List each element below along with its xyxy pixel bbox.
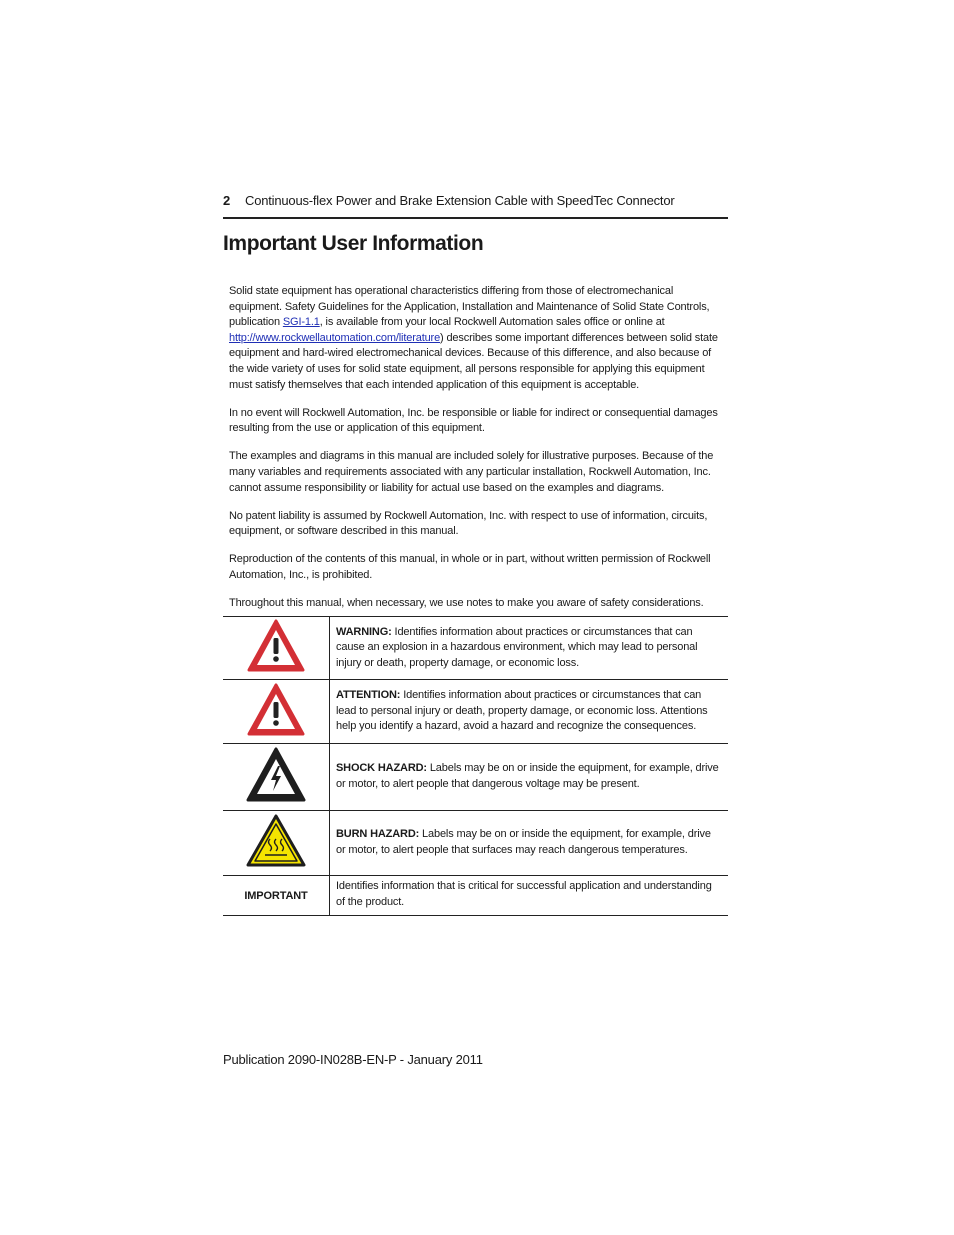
paragraph-text: Solid state equipment has operational characteristics differing from those of electromechanical equipment. Safety Guidelines for the Application, Installation and Maintenance of Solid State Controls, publication xyxy=(229,285,710,329)
icon-cell xyxy=(223,617,330,680)
burn-hazard-icon xyxy=(246,813,306,867)
note-text xyxy=(330,617,729,680)
important-label: IMPORTANT xyxy=(223,876,330,916)
note-row-important xyxy=(223,876,728,916)
warning-icon xyxy=(247,618,305,672)
shock-hazard-icon xyxy=(246,746,306,802)
note-body: Identifies information about practices or circumstances that can cause an explosion in a hazardous environment, which may lead to personal injury or death, property damage, or economic loss. xyxy=(336,625,698,669)
note-label: WARNING: xyxy=(336,625,392,638)
note-label: BURN HAZARD: xyxy=(336,828,420,841)
page-title: Important User Information xyxy=(223,232,484,255)
icon-cell xyxy=(223,811,330,876)
safety-notes-table xyxy=(223,616,728,916)
paragraph-text: ) describes some important differences between solid state equipment and hard-wired electromechanical devices. Because of this difference, and also because of the wide variety of uses for solid state equipment, all persons responsible for applying this equipment must satisfy themselves that each intended application of this equipment is acceptable. xyxy=(229,331,718,391)
paragraph-solid-state xyxy=(229,284,721,393)
sgi-link[interactable]: SGI-1.1 xyxy=(282,316,320,329)
important-text: Identifies information that is critical for successful application and understanding of the product. xyxy=(330,876,729,916)
running-title: Continuous-flex Power and Brake Extension Cable with SpeedTec Connector xyxy=(245,193,675,208)
note-row-shock-hazard xyxy=(223,744,728,811)
paragraph-patent: No patent liability is assumed by Rockwell Automation, Inc. with respect to use of information, circuits, equipment, or software described in this manual. xyxy=(229,509,708,538)
note-body: Labels may be on or inside the equipment, for example, drive or motor, to alert people that surfaces may reach dangerous temperatures. xyxy=(336,828,711,856)
note-row-burn-hazard xyxy=(223,811,728,876)
paragraph-reproduction: Reproduction of the contents of this manual, in whole or in part, without written permission of Rockwell Automation, Inc., is prohibited. xyxy=(229,553,711,581)
literature-link[interactable]: http://www.rockwellautomation.com/literature xyxy=(229,331,441,344)
note-body: Labels may be on or inside the equipment, for example, drive or motor, to alert people that dangerous voltage may be present. xyxy=(336,762,719,790)
note-label: SHOCK HAZARD: xyxy=(336,762,427,775)
body-text xyxy=(229,284,721,624)
note-row-warning xyxy=(223,617,728,680)
paragraph-notes-intro: Throughout this manual, when necessary, we use notes to make you aware of safety considerations. xyxy=(229,597,704,609)
note-text xyxy=(330,744,729,811)
icon-cell xyxy=(223,744,330,811)
note-text xyxy=(330,811,729,876)
page-number: 2 xyxy=(223,193,231,208)
icon-cell xyxy=(223,680,330,744)
note-row-attention xyxy=(223,680,728,744)
paragraph-examples: The examples and diagrams in this manual are included solely for illustrative purposes. Because of the many variables and requirements associated with any particular installation, Rockwell Automation, Inc. cannot assume responsibility or liability for actual use based on the examples and diagrams. xyxy=(229,450,714,494)
note-text xyxy=(330,680,729,744)
page-header xyxy=(223,191,728,219)
paragraph-text: , is available from your local Rockwell Automation sales office or online at xyxy=(319,316,665,329)
attention-icon xyxy=(247,682,305,736)
paragraph-liability: In no event will Rockwell Automation, Inc. be responsible or liable for indirect or consequential damages resulting from the use or application of this equipment. xyxy=(229,406,718,435)
publication-footer: Publication 2090-IN028B-EN-P - January 2011 xyxy=(223,1052,483,1067)
note-body: Identifies information about practices or circumstances that can lead to personal injury or death, property damage, or economic loss. Attentions help you identify a hazard, avoid a hazard and recognize the consequences. xyxy=(336,689,708,733)
note-label: ATTENTION: xyxy=(336,689,401,702)
